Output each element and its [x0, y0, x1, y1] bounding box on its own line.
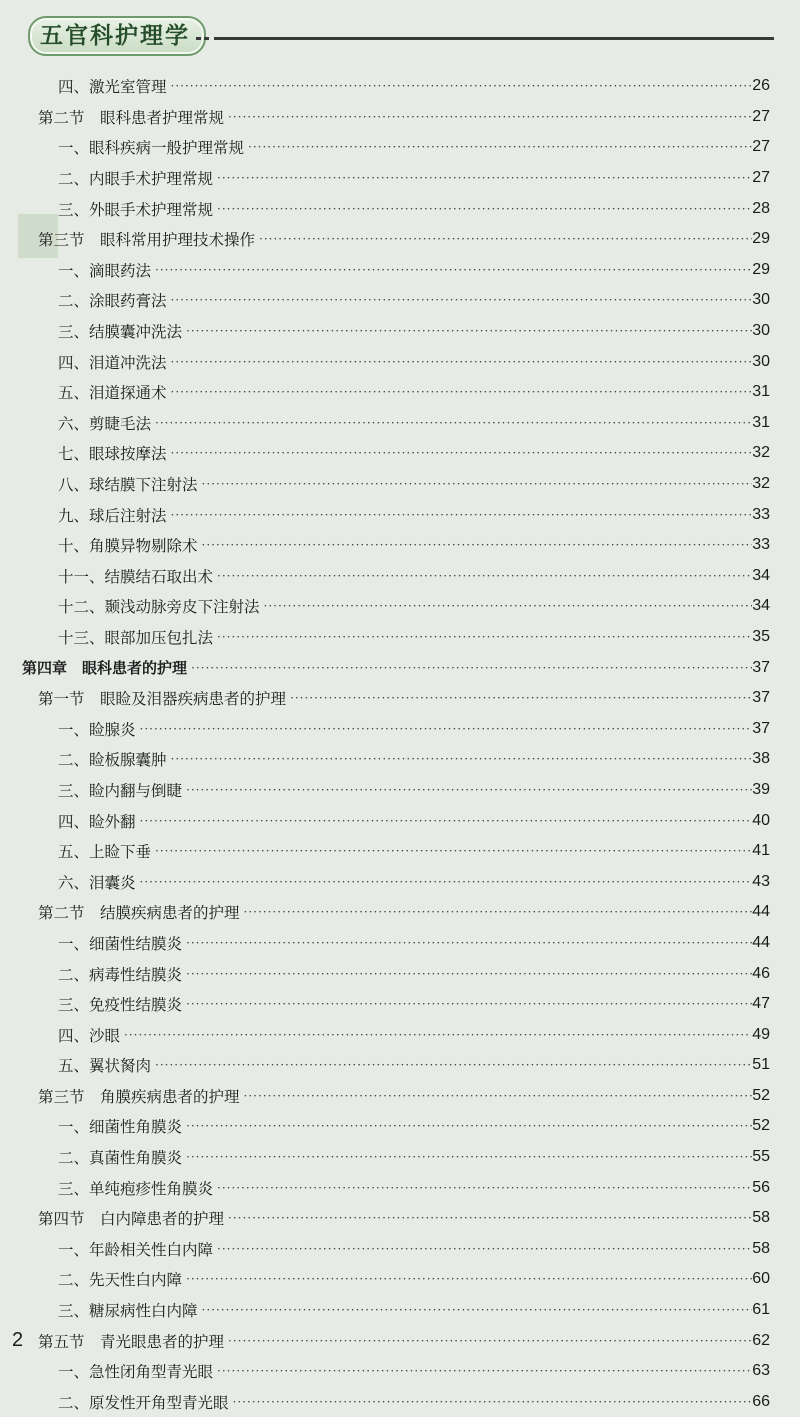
toc-dot-leader	[202, 477, 753, 491]
toc-entry-page: 44	[752, 903, 770, 921]
toc-entry-title: 三、结膜囊冲洗法	[58, 323, 183, 342]
toc-dot-leader	[217, 569, 752, 583]
toc-entry-page: 30	[752, 291, 770, 309]
toc-dot-leader	[244, 1089, 753, 1103]
toc-item-row	[0, 836, 800, 867]
toc-entry-title: 二、涂眼药膏法	[58, 292, 167, 311]
toc-entry-title: 十、角膜异物剔除术	[58, 537, 198, 556]
toc-dot-leader	[186, 783, 752, 797]
header-rule	[214, 37, 774, 40]
toc-item-row	[0, 499, 800, 530]
toc-item-row	[0, 866, 800, 897]
toc-item-row	[0, 163, 800, 194]
toc-entry-title: 第二节 结膜疾病患者的护理	[38, 904, 240, 923]
toc-entry-title: 二、真菌性角膜炎	[58, 1149, 183, 1168]
toc-dot-leader	[171, 385, 752, 399]
toc-item-row	[0, 438, 800, 469]
toc-dot-leader	[217, 1242, 752, 1256]
toc-entry-page: 41	[752, 842, 770, 860]
toc-entry-title: 第四章 眼科患者的护理	[22, 659, 188, 678]
toc-item-row	[0, 377, 800, 408]
toc-dot-leader	[202, 538, 753, 552]
toc-entry-title: 第二节 眼科患者护理常规	[38, 108, 225, 127]
toc-dot-leader	[259, 232, 752, 246]
toc-entry-page: 34	[752, 566, 770, 584]
toc-entry-page: 26	[752, 77, 770, 95]
toc-entry-page: 51	[752, 1056, 770, 1074]
toc-entry-title: 十三、眼部加压包扎法	[58, 628, 214, 647]
toc-entry-page: 47	[752, 995, 770, 1013]
toc-dot-leader	[124, 1028, 750, 1042]
toc-dot-leader	[155, 416, 751, 430]
toc-item-row	[0, 530, 800, 561]
toc-entry-title: 三、糖尿病性白内障	[58, 1302, 198, 1321]
toc-entry-title: 八、球结膜下注射法	[58, 476, 198, 495]
toc-section-row	[0, 897, 800, 928]
toc-entry-page: 39	[752, 780, 770, 798]
toc-dot-leader	[155, 844, 751, 858]
toc-entry-title: 第四节 白内障患者的护理	[38, 1210, 225, 1229]
toc-entry-page: 37	[752, 719, 770, 737]
toc-dot-leader	[155, 1058, 751, 1072]
toc-entry-page: 56	[752, 1178, 770, 1196]
toc-entry-page: 58	[752, 1239, 770, 1257]
toc-item-row	[0, 71, 800, 102]
toc-entry-page: 49	[752, 1025, 770, 1043]
toc-entry-page: 35	[752, 627, 770, 645]
toc-item-row	[0, 1356, 800, 1387]
toc-dot-leader	[171, 446, 752, 460]
toc-dot-leader	[186, 967, 752, 981]
toc-entry-title: 一、滴眼药法	[58, 261, 152, 280]
toc-entry-page: 29	[752, 230, 770, 248]
toc-dot-leader	[228, 110, 752, 124]
toc-entry-page: 61	[752, 1301, 770, 1319]
toc-chapter-row	[0, 652, 800, 683]
toc-entry-page: 37	[752, 658, 770, 676]
toc-entry-title: 一、急性闭角型青光眼	[58, 1363, 214, 1382]
toc-item-row	[0, 1111, 800, 1142]
toc-entry-title: 七、眼球按摩法	[58, 445, 167, 464]
toc-entry-page: 33	[752, 536, 770, 554]
toc-dot-leader	[186, 936, 752, 950]
toc-item-row	[0, 1264, 800, 1295]
toc-item-row	[0, 132, 800, 163]
toc-item-row	[0, 1234, 800, 1265]
toc-section-row	[0, 1325, 800, 1356]
toc-dot-leader	[217, 630, 752, 644]
toc-dot-leader	[140, 722, 751, 736]
toc-entry-title: 九、球后注射法	[58, 506, 167, 525]
toc-entry-title: 二、内眼手术护理常规	[58, 170, 214, 189]
toc-entry-title: 五、上睑下垂	[58, 843, 152, 862]
toc-entry-title: 第三节 眼科常用护理技术操作	[38, 231, 256, 250]
toc-dot-leader	[217, 171, 752, 185]
toc-entry-page: 27	[752, 138, 770, 156]
toc-item-row	[0, 346, 800, 377]
toc-item-row	[0, 1387, 800, 1417]
toc-item-row	[0, 1142, 800, 1173]
toc-item-row	[0, 255, 800, 286]
toc-section-row	[0, 224, 800, 255]
toc-dot-leader	[171, 355, 752, 369]
toc-entry-page: 32	[752, 475, 770, 493]
toc-entry-title: 一、年龄相关性白内障	[58, 1240, 214, 1259]
toc-entry-page: 52	[752, 1086, 770, 1104]
toc-item-row	[0, 805, 800, 836]
toc-dot-leader	[248, 140, 752, 154]
table-of-contents	[0, 71, 800, 1417]
toc-entry-title: 二、先天性白内障	[58, 1271, 183, 1290]
toc-entry-page: 32	[752, 444, 770, 462]
toc-entry-title: 四、激光室管理	[58, 78, 167, 97]
toc-entry-title: 十一、结膜结石取出术	[58, 567, 214, 586]
toc-dot-leader	[171, 293, 752, 307]
header-dash-ornament	[196, 37, 210, 40]
toc-item-row	[0, 408, 800, 439]
toc-entry-page: 31	[752, 413, 770, 431]
toc-entry-page: 37	[752, 689, 770, 707]
toc-item-row	[0, 561, 800, 592]
toc-entry-page: 31	[752, 383, 770, 401]
toc-item-row	[0, 713, 800, 744]
toc-entry-title: 一、睑腺炎	[58, 720, 136, 739]
toc-entry-page: 46	[752, 964, 770, 982]
toc-dot-leader	[171, 79, 752, 93]
toc-entry-title: 十二、颞浅动脉旁皮下注射法	[58, 598, 260, 617]
toc-item-row	[0, 775, 800, 806]
toc-dot-leader	[191, 661, 752, 675]
toc-entry-page: 29	[752, 260, 770, 278]
toc-dot-leader	[186, 1150, 752, 1164]
toc-entry-page: 62	[752, 1331, 770, 1349]
toc-item-row	[0, 285, 800, 316]
toc-dot-leader	[171, 508, 752, 522]
toc-entry-page: 30	[752, 322, 770, 340]
toc-dot-leader	[202, 1303, 753, 1317]
toc-dot-leader	[140, 875, 751, 889]
toc-entry-title: 一、眼科疾病一般护理常规	[58, 139, 245, 158]
toc-entry-page: 27	[752, 169, 770, 187]
toc-dot-leader	[186, 324, 752, 338]
toc-entry-title: 三、单纯疱疹性角膜炎	[58, 1179, 214, 1198]
toc-entry-title: 四、泪道冲洗法	[58, 353, 167, 372]
toc-item-row	[0, 193, 800, 224]
toc-item-row	[0, 958, 800, 989]
toc-entry-title: 五、翼状胬肉	[58, 1057, 152, 1076]
toc-entry-page: 38	[752, 750, 770, 768]
toc-entry-title: 六、剪睫毛法	[58, 414, 152, 433]
toc-item-row	[0, 316, 800, 347]
toc-item-row	[0, 928, 800, 959]
toc-section-row	[0, 1203, 800, 1234]
toc-entry-title: 四、沙眼	[58, 1026, 121, 1045]
toc-entry-page: 66	[752, 1392, 770, 1410]
toc-entry-page: 58	[752, 1209, 770, 1227]
toc-item-row	[0, 1295, 800, 1326]
toc-item-row	[0, 469, 800, 500]
toc-entry-title: 第五节 青光眼患者的护理	[38, 1332, 225, 1351]
toc-dot-leader	[264, 599, 753, 613]
toc-item-row	[0, 989, 800, 1020]
toc-dot-leader	[290, 691, 752, 705]
toc-dot-leader	[228, 1211, 752, 1225]
toc-section-row	[0, 1081, 800, 1112]
toc-entry-page: 27	[752, 107, 770, 125]
toc-section-row	[0, 102, 800, 133]
toc-dot-leader	[217, 1364, 752, 1378]
toc-item-row	[0, 591, 800, 622]
toc-entry-title: 二、原发性开角型青光眼	[58, 1393, 229, 1412]
toc-entry-title: 三、免疫性结膜炎	[58, 996, 183, 1015]
toc-entry-page: 43	[752, 872, 770, 890]
toc-entry-page: 28	[752, 199, 770, 217]
toc-dot-leader	[186, 1272, 752, 1286]
toc-entry-title: 四、睑外翻	[58, 812, 136, 831]
toc-section-row	[0, 683, 800, 714]
toc-item-row	[0, 1019, 800, 1050]
toc-dot-leader	[228, 1334, 752, 1348]
toc-entry-title: 一、细菌性角膜炎	[58, 1118, 183, 1137]
page-header	[0, 0, 800, 70]
toc-entry-title: 三、睑内翻与倒睫	[58, 781, 183, 800]
toc-entry-title: 五、泪道探通术	[58, 384, 167, 403]
toc-dot-leader	[217, 1181, 752, 1195]
toc-entry-title: 一、细菌性结膜炎	[58, 934, 183, 953]
toc-dot-leader	[186, 1119, 752, 1133]
toc-entry-page: 40	[752, 811, 770, 829]
toc-entry-page: 60	[752, 1270, 770, 1288]
toc-dot-leader	[171, 752, 752, 766]
toc-entry-title: 六、泪囊炎	[58, 873, 136, 892]
toc-entry-page: 33	[752, 505, 770, 523]
toc-entry-title: 三、外眼手术护理常规	[58, 200, 214, 219]
book-title-badge: 五官科护理学	[28, 16, 206, 56]
toc-dot-leader	[155, 263, 751, 277]
toc-entry-title: 第一节 眼睑及泪器疾病患者的护理	[38, 690, 287, 709]
toc-item-row	[0, 1050, 800, 1081]
toc-dot-leader	[217, 202, 752, 216]
toc-entry-page: 52	[752, 1117, 770, 1135]
toc-entry-title: 第三节 角膜疾病患者的护理	[38, 1087, 240, 1106]
toc-dot-leader	[140, 814, 751, 828]
toc-item-row	[0, 1172, 800, 1203]
toc-item-row	[0, 744, 800, 775]
toc-item-row	[0, 622, 800, 653]
toc-dot-leader	[244, 905, 753, 919]
toc-entry-title: 二、睑板腺囊肿	[58, 751, 167, 770]
page-number: 2	[12, 1329, 24, 1351]
toc-entry-page: 30	[752, 352, 770, 370]
toc-entry-page: 34	[752, 597, 770, 615]
toc-entry-page: 55	[752, 1148, 770, 1166]
toc-dot-leader	[233, 1395, 753, 1409]
toc-entry-title: 二、病毒性结膜炎	[58, 965, 183, 984]
toc-entry-page: 63	[752, 1362, 770, 1380]
toc-dot-leader	[186, 997, 752, 1011]
toc-entry-page: 44	[752, 933, 770, 951]
